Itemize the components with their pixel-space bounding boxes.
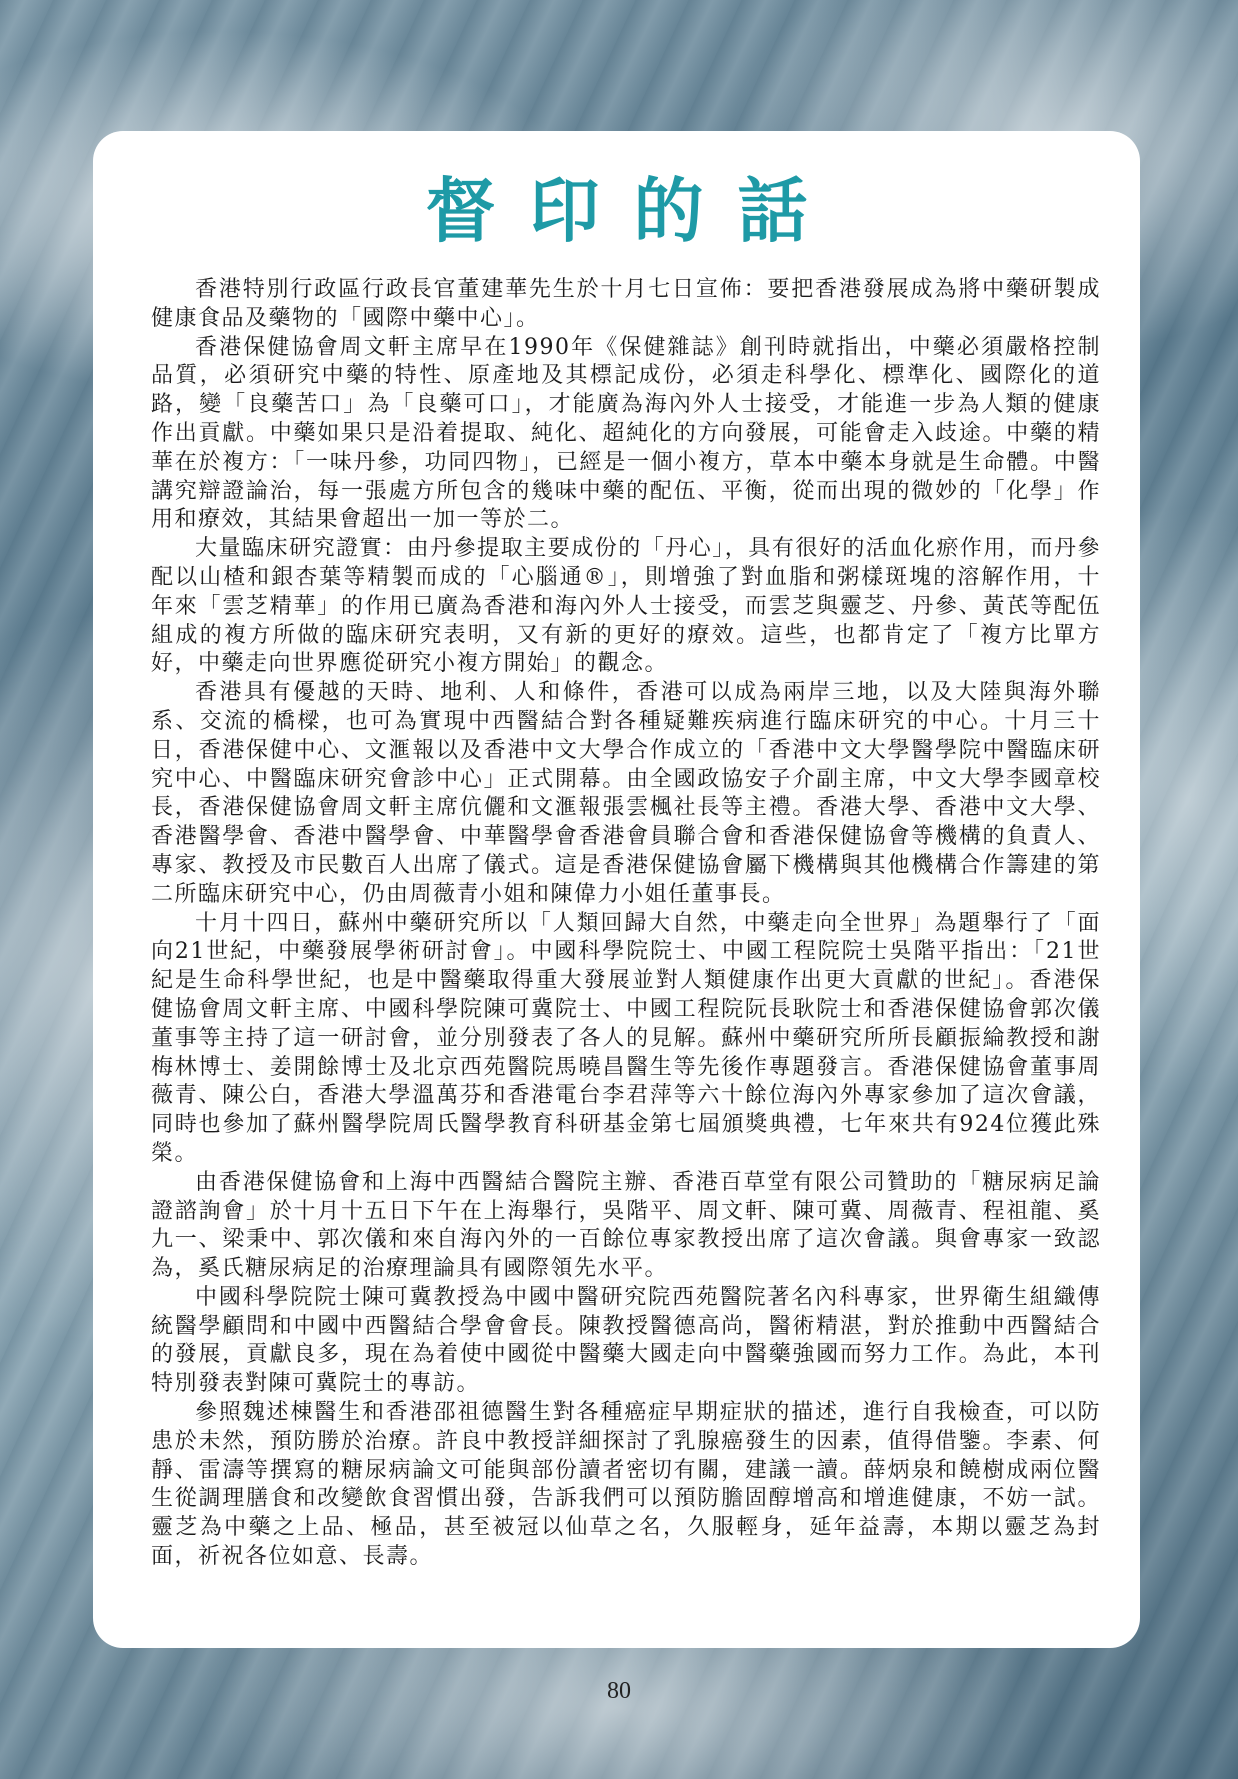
paragraph: 由香港保健協會和上海中西醫結合醫院主辦、香港百草堂有限公司贊助的「糖尿病足論證諮詢會」於十月十五日下午在上海舉行，吳階平、周文軒、陳可冀、周薇青、程祖龍、奚九一、梁秉中、郭次儀和來自海內外的一百餘位專家教授出席了這次會議。與會專家一致認為，奚氏糖尿病足的治療理論具有國際領先水平。 — [151, 1169, 1101, 1282]
content-panel — [93, 131, 1140, 1648]
paragraph: 香港保健協會周文軒主席早在1990年《保健雜誌》創刊時就指出，中藥必須嚴格控制品質，必須研究中藥的特性、原產地及其標記成份，必須走科學化、標準化、國際化的道路，變「良藥苦口」為「良藥可口」，才能廣為海內外人士接受，才能進一步為人類的健康作出貢獻。中藥如果只是沿着提取、純化、超純化的方向發展，可能會走入歧途。中藥的精華在於複方：「一味丹參，功同四物」，已經是一個小複方，草本中藥本身就是生命體。中醫講究辯證論治，每一張處方所包含的幾味中藥的配伍、平衡，從而出現的微妙的「化學」作用和療效，其結果會超出一加一等於二。 — [151, 334, 1101, 533]
paragraph: 十月十四日，蘇州中藥研究所以「人類回歸大自然，中藥走向全世界」為題舉行了「面向21世紀，中藥發展學術研討會」。中國科學院院士、中國工程院院士吳階平指出：「21世紀是生命科學世紀，也是中醫藥取得重大發展並對人類健康作出更大貢獻的世紀」。香港保健協會周文軒主席、中國科學院陳可冀院士、中國工程院阮長耿院士和香港保健協會郭次儀董事等主持了這一研討會，並分別發表了各人的見解。蘇州中藥研究所所長顧振綸教授和謝梅林博士、姜開餘博士及北京西苑醫院馬曉昌醫生等先後作專題發言。香港保健協會董事周薇青、陳公白，香港大學溫萬芬和香港電台李君萍等六十餘位海內外專家參加了這次會議，同時也參加了蘇州醫學院周氏醫學教育科研基金第七屆頒獎典禮，七年來共有924位獲此殊榮。 — [151, 910, 1101, 1166]
page-title: 督印的話 — [425, 170, 842, 252]
paragraph: 香港具有優越的天時、地利、人和條件，香港可以成為兩岸三地，以及大陸與海外聯系、交流的橋樑，也可為實現中西醫結合對各種疑難疾病進行臨床研究的中心。十月三十日，香港保健中心、文滙報以及香港中文大學合作成立的「香港中文大學醫學院中醫臨床研究中心、中醫臨床研究會診中心」正式開幕。由全國政協安子介副主席，中文大學李國章校長，香港保健協會周文軒主席伉儷和文滙報張雲楓社長等主禮。香港大學、香港中文大學、香港醫學會、香港中醫學會、中華醫學會香港會員聯合會和香港保健協會等機構的負責人、專家、教授及市民數百人出席了儀式。這是香港保健協會屬下機構與其他機構合作籌建的第二所臨床研究中心，仍由周薇青小姐和陳偉力小姐任董事長。 — [151, 680, 1101, 907]
article-body — [151, 276, 1101, 1572]
paragraph: 香港特別行政區行政長官董建華先生於十月七日宣佈：要把香港發展成為將中藥研製成健康食品及藥物的「國際中藥中心」。 — [151, 277, 1101, 331]
paragraph: 中國科學院院士陳可冀教授為中國中醫研究院西苑醫院著名內科專家，世界衛生組織傳統醫學顧問和中國中西醫結合學會會長。陳教授醫德高尚，醫術精湛，對於推動中西醫結合的發展，貢獻良多，現在為着使中國從中醫藥大國走向中醫藥強國而努力工作。為此，本刊特別發表對陳可冀院士的專訪。 — [151, 1284, 1101, 1397]
paragraph: 參照魏述棟醫生和香港邵祖德醫生對各種癌症早期症狀的描述，進行自我檢查，可以防患於未然，預防勝於治療。許良中教授詳細探討了乳腺癌發生的因素，值得借鑒。李素、何靜、雷濤等撰寫的糖尿病論文可能與部份讀者密切有關，建議一讀。薛炳泉和饒樹成兩位醫生從調理膳食和改變飲食習慣出發，告訴我們可以預防膽固醇增高和增進健康，不妨一試。靈芝為中藥之上品、極品，甚至被冠以仙草之名，久服輕身，延年益壽，本期以靈芝為封面，祈祝各位如意、長壽。 — [151, 1400, 1101, 1570]
page-number: 80 — [607, 1678, 631, 1704]
paragraph: 大量臨床研究證實：由丹參提取主要成份的「丹心」，具有很好的活血化瘀作用，而丹參配以山楂和銀杏葉等精製而成的「心腦通®」，則增強了對血脂和粥樣斑塊的溶解作用，十年來「雲芝精華」的作用已廣為香港和海內外人士接受，而雲芝與靈芝、丹參、黃芪等配伍組成的複方所做的臨床研究表明，又有新的更好的療效。這些，也都肯定了「複方比單方好，中藥走向世界應從研究小複方開始」的觀念。 — [151, 536, 1101, 677]
